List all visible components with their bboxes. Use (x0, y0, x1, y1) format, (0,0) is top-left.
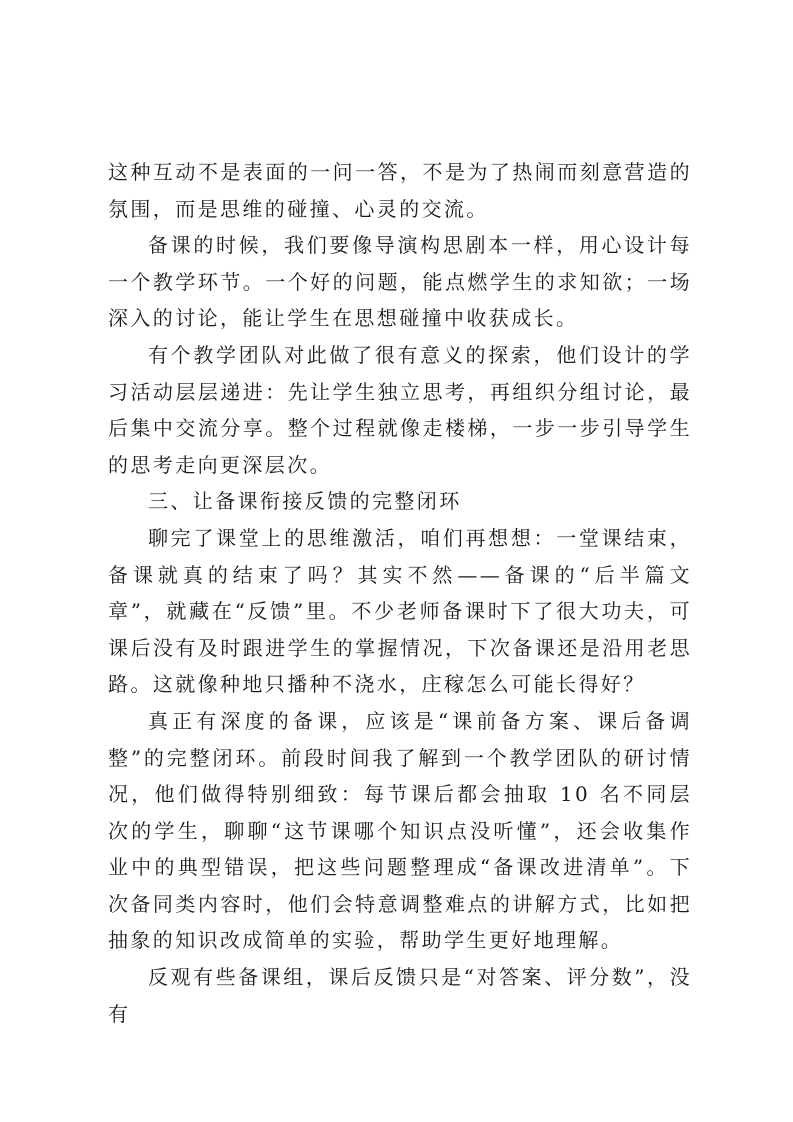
paragraph-lesson-design: 备课的时候，我们要像导演构思剧本一样，用心设计每一个教学环节。一个好的问题，能点燃学生的求知欲；一场深入的讨论，能让学生在思想碰撞中收获成长。 (108, 233, 692, 331)
paragraph-closed-loop: 真正有深度的备课，应该是“课前备方案、课后备调整”的完整闭环。前段时间我了解到一个教学团队的研讨情况，他们做得特别细致：每节课后都会抽取 10 名不同层次的学生，聊聊“这节课哪个知识点没听懂”，还会收集作业中的典型错误，把这些问题整理成“备课改进清单”。下次备同类内容时，他们会特意调整难点的讲解方式，比如把抽象的知识改成简单的实验，帮助学生更好地理解。 (108, 708, 692, 953)
paragraph-continuation: 这种互动不是表面的一问一答，不是为了热闹而刻意营造的氛围，而是思维的碰撞、心灵的交流。 (108, 160, 692, 221)
paragraph-feedback-intro: 聊完了课堂上的思维激活，咱们再想想：一堂课结束，备课就真的结束了吗？其实不然——备课的“后半篇文章”，就藏在“反馈”里。不少老师备课时下了很大功夫，可课后没有及时跟进学生的掌握情况，下次备课还是沿用老思路。这就像种地只播种不浇水，庄稼怎么可能长得好？ (108, 525, 692, 697)
document-body (108, 154, 692, 1032)
paragraph-team-exploration: 有个教学团队对此做了很有意义的探索，他们设计的学习活动层层递进：先让学生独立思考，再组织分组讨论，最后集中交流分享。整个过程就像走楼梯，一步一步引导学生的思考走向更深层次。 (108, 342, 692, 477)
section-heading: 三、让备课衔接反馈的完整闭环 (148, 489, 462, 514)
paragraph-contrast: 反观有些备课组，课后反馈只是“对答案、评分数”，没有 (108, 965, 692, 1026)
